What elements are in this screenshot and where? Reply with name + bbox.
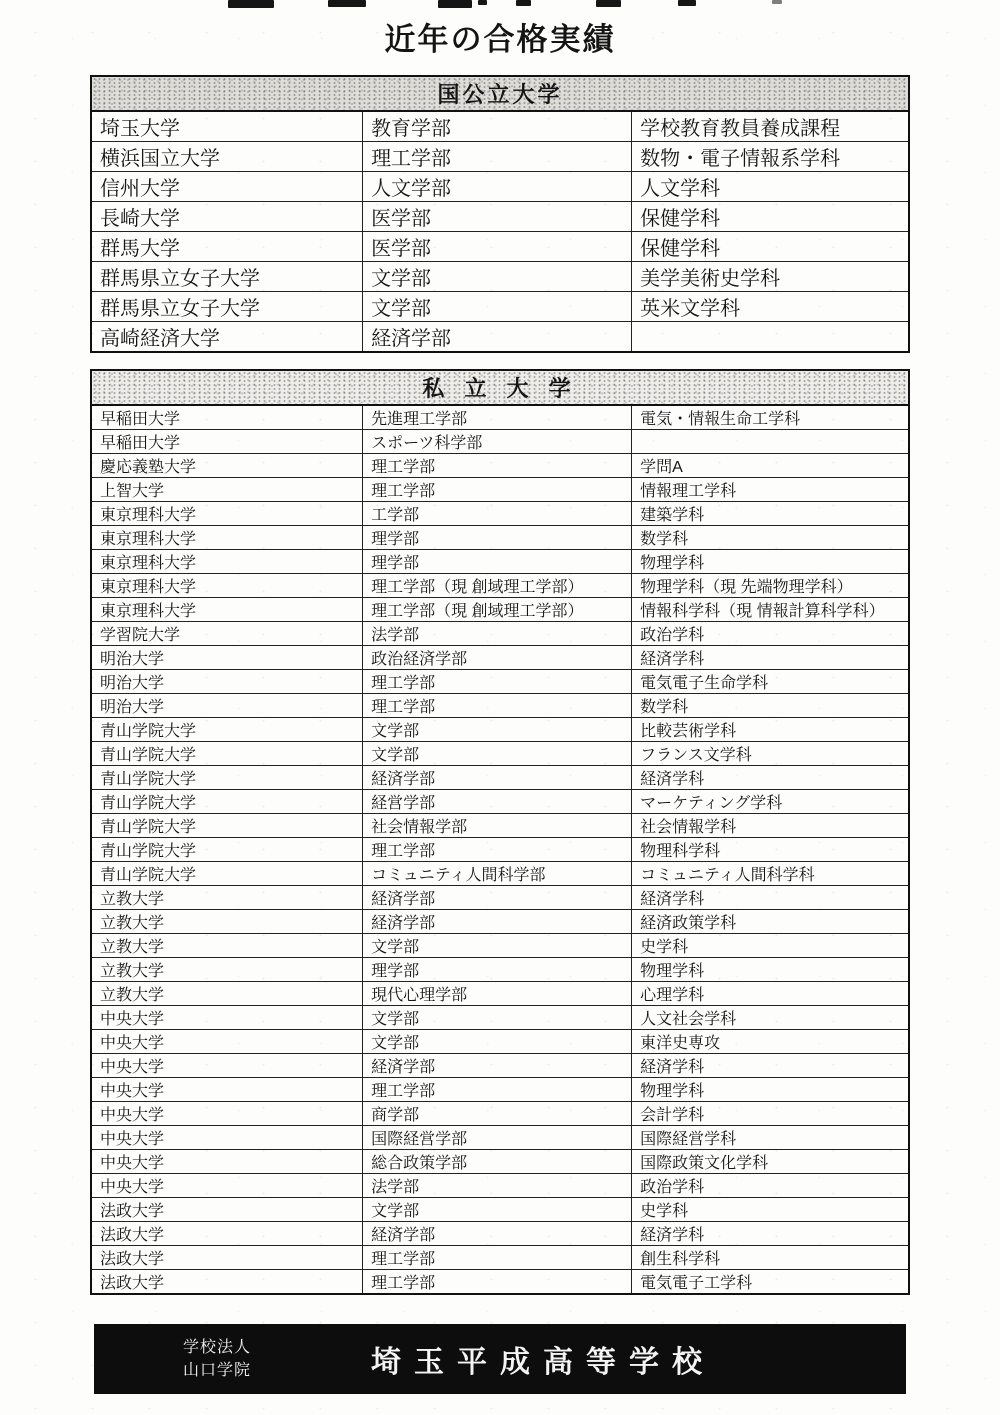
scan-smudge xyxy=(516,0,531,6)
table-row xyxy=(91,1174,909,1198)
faculty-cell: 理工学部 xyxy=(363,1270,632,1295)
faculty-cell: 文学部 xyxy=(363,718,632,742)
table-row xyxy=(91,622,909,646)
university-cell: 埼玉大学 xyxy=(91,111,363,142)
faculty-cell: 経営学部 xyxy=(363,790,632,814)
faculty-cell: 文学部 xyxy=(363,1198,632,1222)
faculty-cell: コミュニティ人間科学部 xyxy=(363,862,632,886)
department-cell: 物理学科 xyxy=(632,550,909,574)
department-cell: 数学科 xyxy=(632,526,909,550)
school-name: 埼玉平成高等学校 xyxy=(371,1346,715,1379)
university-cell: 青山学院大学 xyxy=(91,718,363,742)
table-row xyxy=(91,766,909,790)
faculty-cell: 文学部 xyxy=(363,262,632,292)
department-cell: 創生科学科 xyxy=(632,1246,909,1270)
table-row xyxy=(91,202,909,232)
table-row xyxy=(91,838,909,862)
university-cell: 法政大学 xyxy=(91,1222,363,1246)
university-cell: 高崎経済大学 xyxy=(91,322,363,353)
department-cell: 物理科学科 xyxy=(632,838,909,862)
table-row xyxy=(91,454,909,478)
department-cell: 社会情報学科 xyxy=(632,814,909,838)
university-cell: 中央大学 xyxy=(91,1078,363,1102)
faculty-cell: 文学部 xyxy=(363,1030,632,1054)
university-cell: 群馬県立女子大学 xyxy=(91,292,363,322)
faculty-cell: 商学部 xyxy=(363,1102,632,1126)
university-cell: 早稲田大学 xyxy=(91,430,363,454)
department-cell: 国際政策文化学科 xyxy=(632,1150,909,1174)
faculty-cell: 経済学部 xyxy=(363,1222,632,1246)
department-cell: 経済学科 xyxy=(632,1054,909,1078)
university-cell: 立教大学 xyxy=(91,886,363,910)
table-row xyxy=(91,111,909,142)
department-cell xyxy=(632,430,909,454)
department-cell: 保健学科 xyxy=(632,232,909,262)
department-cell: 情報理工学科 xyxy=(632,478,909,502)
faculty-cell: 先進理工学部 xyxy=(363,405,632,430)
faculty-cell: 理工学部 xyxy=(363,694,632,718)
faculty-cell: 理工学部（現 創域理工学部） xyxy=(363,574,632,598)
table-row xyxy=(91,232,909,262)
page-title: 近年の合格実績 xyxy=(384,22,616,57)
university-cell: 信州大学 xyxy=(91,172,363,202)
table-row xyxy=(91,322,909,353)
department-cell: 物理学科 xyxy=(632,958,909,982)
department-cell: 国際経営学科 xyxy=(632,1126,909,1150)
university-cell: 中央大学 xyxy=(91,1102,363,1126)
faculty-cell: 文学部 xyxy=(363,742,632,766)
department-cell: マーケティング学科 xyxy=(632,790,909,814)
table-row xyxy=(91,742,909,766)
table-row xyxy=(91,1198,909,1222)
table-row xyxy=(91,694,909,718)
table-row xyxy=(91,142,909,172)
scan-smudge xyxy=(772,0,782,4)
university-cell: 青山学院大学 xyxy=(91,838,363,862)
private-table-title: 私 立 大 学 xyxy=(91,370,909,405)
university-cell: 明治大学 xyxy=(91,694,363,718)
department-cell: 英米文学科 xyxy=(632,292,909,322)
scan-smudge xyxy=(478,0,487,5)
faculty-cell: 医学部 xyxy=(363,232,632,262)
table-row xyxy=(91,1006,909,1030)
university-cell: 立教大学 xyxy=(91,958,363,982)
faculty-cell: 経済学部 xyxy=(363,910,632,934)
university-cell: 東京理科大学 xyxy=(91,526,363,550)
scan-smudge xyxy=(596,0,621,7)
university-cell: 青山学院大学 xyxy=(91,766,363,790)
faculty-cell: 工学部 xyxy=(363,502,632,526)
table-row xyxy=(91,1270,909,1295)
table-row xyxy=(91,262,909,292)
university-cell: 東京理科大学 xyxy=(91,574,363,598)
department-cell: 学校教育教員養成課程 xyxy=(632,111,909,142)
university-cell: 青山学院大学 xyxy=(91,742,363,766)
faculty-cell: 理工学部 xyxy=(363,142,632,172)
university-cell: 早稲田大学 xyxy=(91,405,363,430)
table-row xyxy=(91,292,909,322)
university-cell: 学習院大学 xyxy=(91,622,363,646)
department-cell: 建築学科 xyxy=(632,502,909,526)
university-cell: 中央大学 xyxy=(91,1150,363,1174)
faculty-cell: 文学部 xyxy=(363,934,632,958)
university-cell: 法政大学 xyxy=(91,1270,363,1295)
scan-smudge xyxy=(678,0,696,6)
table-row xyxy=(91,1054,909,1078)
department-cell: 東洋史専攻 xyxy=(632,1030,909,1054)
table-header-row xyxy=(91,76,909,111)
department-cell: コミュニティ人間科学科 xyxy=(632,862,909,886)
faculty-cell: 理工学部 xyxy=(363,1078,632,1102)
table-row xyxy=(91,1102,909,1126)
university-cell: 東京理科大学 xyxy=(91,502,363,526)
faculty-cell: 人文学部 xyxy=(363,172,632,202)
department-cell: フランス文学科 xyxy=(632,742,909,766)
table-row xyxy=(91,814,909,838)
faculty-cell: 社会情報学部 xyxy=(363,814,632,838)
faculty-cell: 経済学部 xyxy=(363,886,632,910)
university-cell: 立教大学 xyxy=(91,982,363,1006)
faculty-cell: 理工学部 xyxy=(363,670,632,694)
department-cell: 経済学科 xyxy=(632,646,909,670)
table-row xyxy=(91,1246,909,1270)
table-row xyxy=(91,1078,909,1102)
department-cell: 政治学科 xyxy=(632,1174,909,1198)
university-cell: 群馬県立女子大学 xyxy=(91,262,363,292)
table-row xyxy=(91,934,909,958)
faculty-cell: 理学部 xyxy=(363,526,632,550)
school-corporation-label xyxy=(183,1336,251,1382)
table-row xyxy=(91,574,909,598)
faculty-cell: 経済学部 xyxy=(363,322,632,353)
university-cell: 長崎大学 xyxy=(91,202,363,232)
university-cell: 東京理科大学 xyxy=(91,550,363,574)
department-cell: 経済学科 xyxy=(632,1222,909,1246)
national-public-universities-table xyxy=(90,75,910,353)
department-cell: 心理学科 xyxy=(632,982,909,1006)
faculty-cell: 理学部 xyxy=(363,958,632,982)
department-cell: 学問A xyxy=(632,454,909,478)
department-cell: 経済学科 xyxy=(632,766,909,790)
university-cell: 中央大学 xyxy=(91,1174,363,1198)
table-row xyxy=(91,172,909,202)
table-row xyxy=(91,1222,909,1246)
table-row xyxy=(91,1126,909,1150)
university-cell: 法政大学 xyxy=(91,1246,363,1270)
table-row xyxy=(91,982,909,1006)
university-cell: 中央大学 xyxy=(91,1126,363,1150)
faculty-cell: 理工学部（現 創域理工学部） xyxy=(363,598,632,622)
table-row xyxy=(91,646,909,670)
department-cell: 情報科学科（現 情報計算科学科） xyxy=(632,598,909,622)
table-row xyxy=(91,502,909,526)
department-cell: 比較芸術学科 xyxy=(632,718,909,742)
scan-smudge xyxy=(228,0,274,8)
department-cell: 人文社会学科 xyxy=(632,1006,909,1030)
faculty-cell: 文学部 xyxy=(363,1006,632,1030)
table-header-row xyxy=(91,370,909,405)
university-cell: 東京理科大学 xyxy=(91,598,363,622)
university-cell: 青山学院大学 xyxy=(91,814,363,838)
university-cell: 慶応義塾大学 xyxy=(91,454,363,478)
department-cell: 保健学科 xyxy=(632,202,909,232)
national-public-table-title: 国公立大学 xyxy=(91,76,909,111)
faculty-cell: 医学部 xyxy=(363,202,632,232)
department-cell: 数学科 xyxy=(632,694,909,718)
university-cell: 中央大学 xyxy=(91,1054,363,1078)
department-cell: 経済政策学科 xyxy=(632,910,909,934)
university-cell: 中央大学 xyxy=(91,1030,363,1054)
table-row xyxy=(91,670,909,694)
department-cell: 物理学科 xyxy=(632,1078,909,1102)
table-row xyxy=(91,790,909,814)
table-row xyxy=(91,910,909,934)
department-cell: 電気電子工学科 xyxy=(632,1270,909,1295)
private-universities-table xyxy=(90,369,910,1295)
university-cell: 上智大学 xyxy=(91,478,363,502)
faculty-cell: 教育学部 xyxy=(363,111,632,142)
university-cell: 法政大学 xyxy=(91,1198,363,1222)
faculty-cell: 現代心理学部 xyxy=(363,982,632,1006)
school-footer-banner xyxy=(95,1325,905,1393)
table-row xyxy=(91,598,909,622)
department-cell: 経済学科 xyxy=(632,886,909,910)
university-cell: 中央大学 xyxy=(91,1006,363,1030)
university-cell: 立教大学 xyxy=(91,934,363,958)
department-cell: 数物・電子情報系学科 xyxy=(632,142,909,172)
faculty-cell: 理工学部 xyxy=(363,1246,632,1270)
university-cell: 立教大学 xyxy=(91,910,363,934)
table-row xyxy=(91,1030,909,1054)
university-cell: 横浜国立大学 xyxy=(91,142,363,172)
faculty-cell: 法学部 xyxy=(363,622,632,646)
corporation-line1: 学校法人 xyxy=(183,1338,252,1356)
table-row xyxy=(91,718,909,742)
corporation-line2: 山口学院 xyxy=(183,1362,252,1379)
faculty-cell: 理工学部 xyxy=(363,454,632,478)
department-cell: 物理学科（現 先端物理学科） xyxy=(632,574,909,598)
table-row xyxy=(91,886,909,910)
table-row xyxy=(91,862,909,886)
university-cell: 明治大学 xyxy=(91,670,363,694)
table-row xyxy=(91,405,909,430)
scan-smudge xyxy=(328,0,366,7)
table-row xyxy=(91,550,909,574)
department-cell: 電気・情報生命工学科 xyxy=(632,405,909,430)
university-cell: 明治大学 xyxy=(91,646,363,670)
faculty-cell: 政治経済学部 xyxy=(363,646,632,670)
faculty-cell: 理工学部 xyxy=(363,478,632,502)
department-cell: 人文学科 xyxy=(632,172,909,202)
department-cell xyxy=(632,322,909,353)
department-cell: 美学美術史学科 xyxy=(632,262,909,292)
university-cell: 青山学院大学 xyxy=(91,862,363,886)
department-cell: 電気電子生命学科 xyxy=(632,670,909,694)
faculty-cell: 法学部 xyxy=(363,1174,632,1198)
faculty-cell: 理工学部 xyxy=(363,838,632,862)
department-cell: 史学科 xyxy=(632,934,909,958)
faculty-cell: スポーツ科学部 xyxy=(363,430,632,454)
department-cell: 会計学科 xyxy=(632,1102,909,1126)
scan-smudge xyxy=(438,0,472,8)
department-cell: 政治学科 xyxy=(632,622,909,646)
faculty-cell: 国際経営学部 xyxy=(363,1126,632,1150)
faculty-cell: 総合政策学部 xyxy=(363,1150,632,1174)
faculty-cell: 文学部 xyxy=(363,292,632,322)
department-cell: 史学科 xyxy=(632,1198,909,1222)
table-row xyxy=(91,526,909,550)
faculty-cell: 経済学部 xyxy=(363,766,632,790)
table-row xyxy=(91,958,909,982)
university-cell: 群馬大学 xyxy=(91,232,363,262)
table-row xyxy=(91,1150,909,1174)
table-row xyxy=(91,430,909,454)
faculty-cell: 経済学部 xyxy=(363,1054,632,1078)
faculty-cell: 理学部 xyxy=(363,550,632,574)
university-cell: 青山学院大学 xyxy=(91,790,363,814)
table-row xyxy=(91,478,909,502)
